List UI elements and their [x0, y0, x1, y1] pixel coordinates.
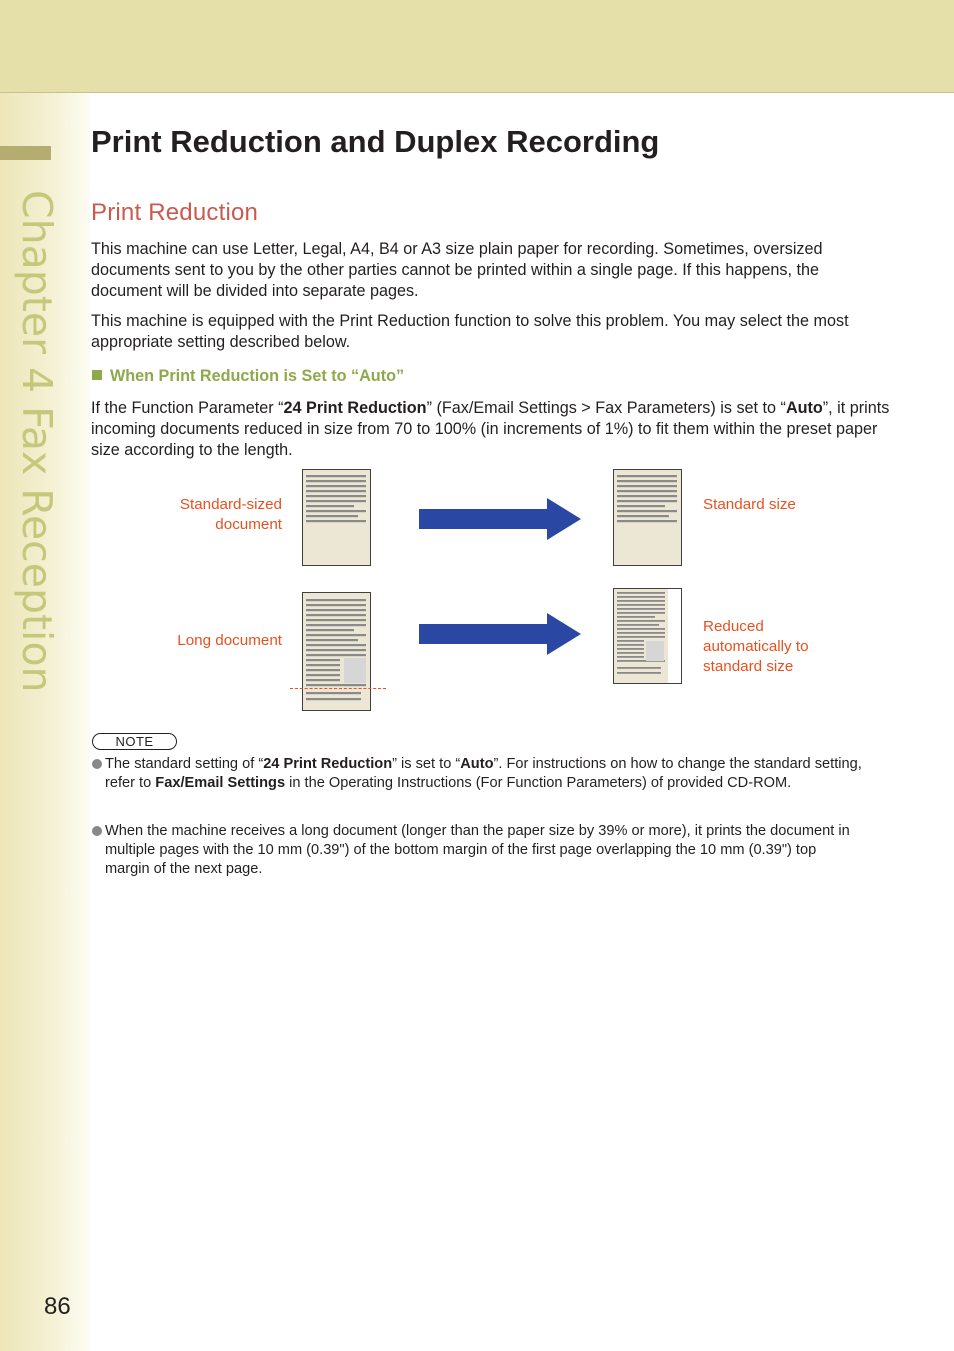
long-document-icon — [302, 592, 371, 711]
intro-paragraph: This machine can use Letter, Legal, A4, B4 or A3 size plain paper for recording. Sometimes, oversized documents sent to you by the other parties cannot be printed within a single page. If this happens, the document will be divided into separate pages. — [91, 240, 823, 300]
page-break-dashed-line — [290, 688, 386, 689]
subheading-auto — [92, 367, 404, 386]
param-name: 24 Print Reduction — [283, 399, 427, 417]
subheading-text: When Print Reduction is Set to “Auto” — [110, 367, 405, 385]
chapter-marker — [0, 146, 51, 160]
bullet-icon — [92, 826, 102, 836]
param-value: Auto — [785, 399, 823, 417]
note-item: When the machine receives a long document (longer than the paper size by 39% or more), it prints the document in multiple pages with the 10 mm (0.39") of the bottom margin of the first page overlapping the 10 mm (0.39") top margin of the next page. — [92, 822, 852, 879]
bullet-icon — [92, 759, 102, 769]
arrow-right-icon — [419, 498, 581, 540]
square-bullet-icon — [92, 370, 102, 380]
label-reduced: Reduced automatically to standard size — [703, 618, 809, 675]
page-number: 86 — [44, 1293, 71, 1320]
section-title: Print Reduction — [91, 199, 259, 226]
page-title: Print Reduction and Duplex Recording — [91, 124, 660, 159]
arrow-right-icon — [419, 613, 581, 655]
header-band — [0, 0, 954, 93]
chapter-tab-label: Chapter 4 Fax Reception — [13, 190, 61, 693]
standard-size-result-icon — [613, 469, 682, 566]
standard-document-icon — [302, 469, 371, 566]
note-badge: NOTE — [92, 733, 177, 750]
function-paragraph: This machine is equipped with the Print Reduction function to solve this problem. You may select the most appropriate setting described below. — [91, 312, 849, 351]
label-standard-doc: Standard-sized document — [179, 496, 282, 533]
note-item: The standard setting of “24 Print Reduction” is set to “Auto”. For instructions on how to change the standard setting, refer to Fax/Email Settings in the Operating Instructions (For Function Parameters) of provided CD-ROM. — [92, 755, 892, 793]
reduced-result-icon — [613, 588, 682, 684]
label-long-doc: Long document — [177, 632, 282, 649]
label-standard-size: Standard size — [703, 496, 796, 513]
auto-paragraph: If the Function Parameter “24 Print Reduction” (Fax/Email Settings > Fax Parameters) is set to “Auto”, it prints incoming documents reduced in size from 70 to 100% (in increments of 1%) to fit them within the preset paper size according to the length. — [91, 399, 890, 459]
